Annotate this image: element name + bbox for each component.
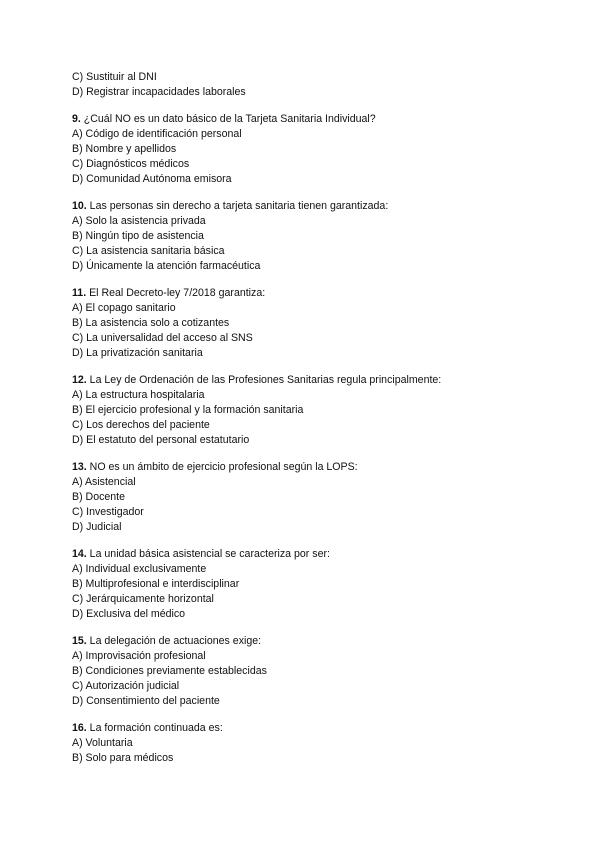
question-text <box>72 112 600 127</box>
answer-option: D) La privatización sanitaria <box>72 347 203 359</box>
answer-option: C) La asistencia sanitaria básica <box>72 245 225 257</box>
answer-option: A) Improvisación profesional <box>72 650 206 662</box>
answer-option: D) Exclusiva del médico <box>72 608 186 620</box>
answer-option: B) Nombre y apellidos <box>72 143 177 155</box>
question-text <box>72 199 600 214</box>
answer-option: D) Únicamente la atención farmacéutica <box>72 260 261 272</box>
question-text <box>72 721 600 736</box>
question-block <box>72 547 600 622</box>
question-number: 11. <box>72 287 87 299</box>
question-number: 13. <box>72 461 87 473</box>
question-block <box>72 634 600 709</box>
answer-option: B) La asistencia solo a cotizantes <box>72 317 230 329</box>
question-stem: ¿Cuál NO es un dato básico de la Tarjeta Sanitaria Individual? <box>80 113 376 125</box>
answer-option: A) La estructura hospitalaria <box>72 389 205 401</box>
answer-option: B) El ejercicio profesional y la formación sanitaria <box>72 404 304 416</box>
question-text <box>72 373 600 388</box>
answer-option: C) Jerárquicamente horizontal <box>72 593 214 605</box>
question-list <box>72 112 600 766</box>
answer-option: C) Los derechos del paciente <box>72 419 210 431</box>
question-number: 10. <box>72 200 87 212</box>
question-stem: La formación continuada es: <box>86 722 223 734</box>
question-block <box>72 112 600 187</box>
answer-option: D) Consentimiento del paciente <box>72 695 220 707</box>
question-stem: NO es un ámbito de ejercicio profesional según la LOPS: <box>86 461 358 473</box>
question-stem: La unidad básica asistencial se caracteriza por ser: <box>86 548 330 560</box>
question-number: 9. <box>72 113 81 125</box>
answer-option: A) El copago sanitario <box>72 302 176 314</box>
answer-option: D) Registrar incapacidades laborales <box>72 86 246 98</box>
answer-option: A) Voluntaria <box>72 737 133 749</box>
question-text <box>72 634 600 649</box>
answer-option: C) Sustituir al DNI <box>72 71 157 83</box>
answer-option: D) Judicial <box>72 521 122 533</box>
question-block <box>72 373 600 448</box>
question-block <box>72 460 600 535</box>
answer-option: D) El estatuto del personal estatutario <box>72 434 250 446</box>
question-stem: Las personas sin derecho a tarjeta sanitaria tienen garantizada: <box>86 200 389 212</box>
answer-option: D) Comunidad Autónoma emisora <box>72 173 232 185</box>
answer-option: B) Condiciones previamente establecidas <box>72 665 267 677</box>
question-block <box>72 721 600 766</box>
question-stem: La delegación de actuaciones exige: <box>86 635 262 647</box>
question-stem: El Real Decreto-ley 7/2018 garantiza: <box>86 287 266 299</box>
question-number: 15. <box>72 635 87 647</box>
answer-option: C) Autorización judicial <box>72 680 180 692</box>
question-text <box>72 460 600 475</box>
question-text <box>72 286 600 301</box>
question-number: 14. <box>72 548 87 560</box>
question-block <box>72 199 600 274</box>
question-stem: La Ley de Ordenación de las Profesiones Sanitarias regula principalmente: <box>86 374 442 386</box>
question-number: 12. <box>72 374 87 386</box>
question-block <box>72 286 600 361</box>
answer-option: A) Individual exclusivamente <box>72 563 207 575</box>
answer-option: B) Docente <box>72 491 125 503</box>
answer-option: B) Solo para médicos <box>72 752 174 764</box>
question-number: 16. <box>72 722 87 734</box>
answer-option: B) Multiprofesional e interdisciplinar <box>72 578 240 590</box>
answer-option: A) Código de identificación personal <box>72 128 242 140</box>
question-text <box>72 547 600 562</box>
answer-option: C) Investigador <box>72 506 144 518</box>
answer-option: A) Asistencial <box>72 476 136 488</box>
answer-option: B) Ningún tipo de asistencia <box>72 230 204 242</box>
answer-option: C) La universalidad del acceso al SNS <box>72 332 253 344</box>
answer-option: C) Diagnósticos médicos <box>72 158 190 170</box>
answer-option: A) Solo la asistencia privada <box>72 215 206 227</box>
lead-options <box>72 70 600 100</box>
